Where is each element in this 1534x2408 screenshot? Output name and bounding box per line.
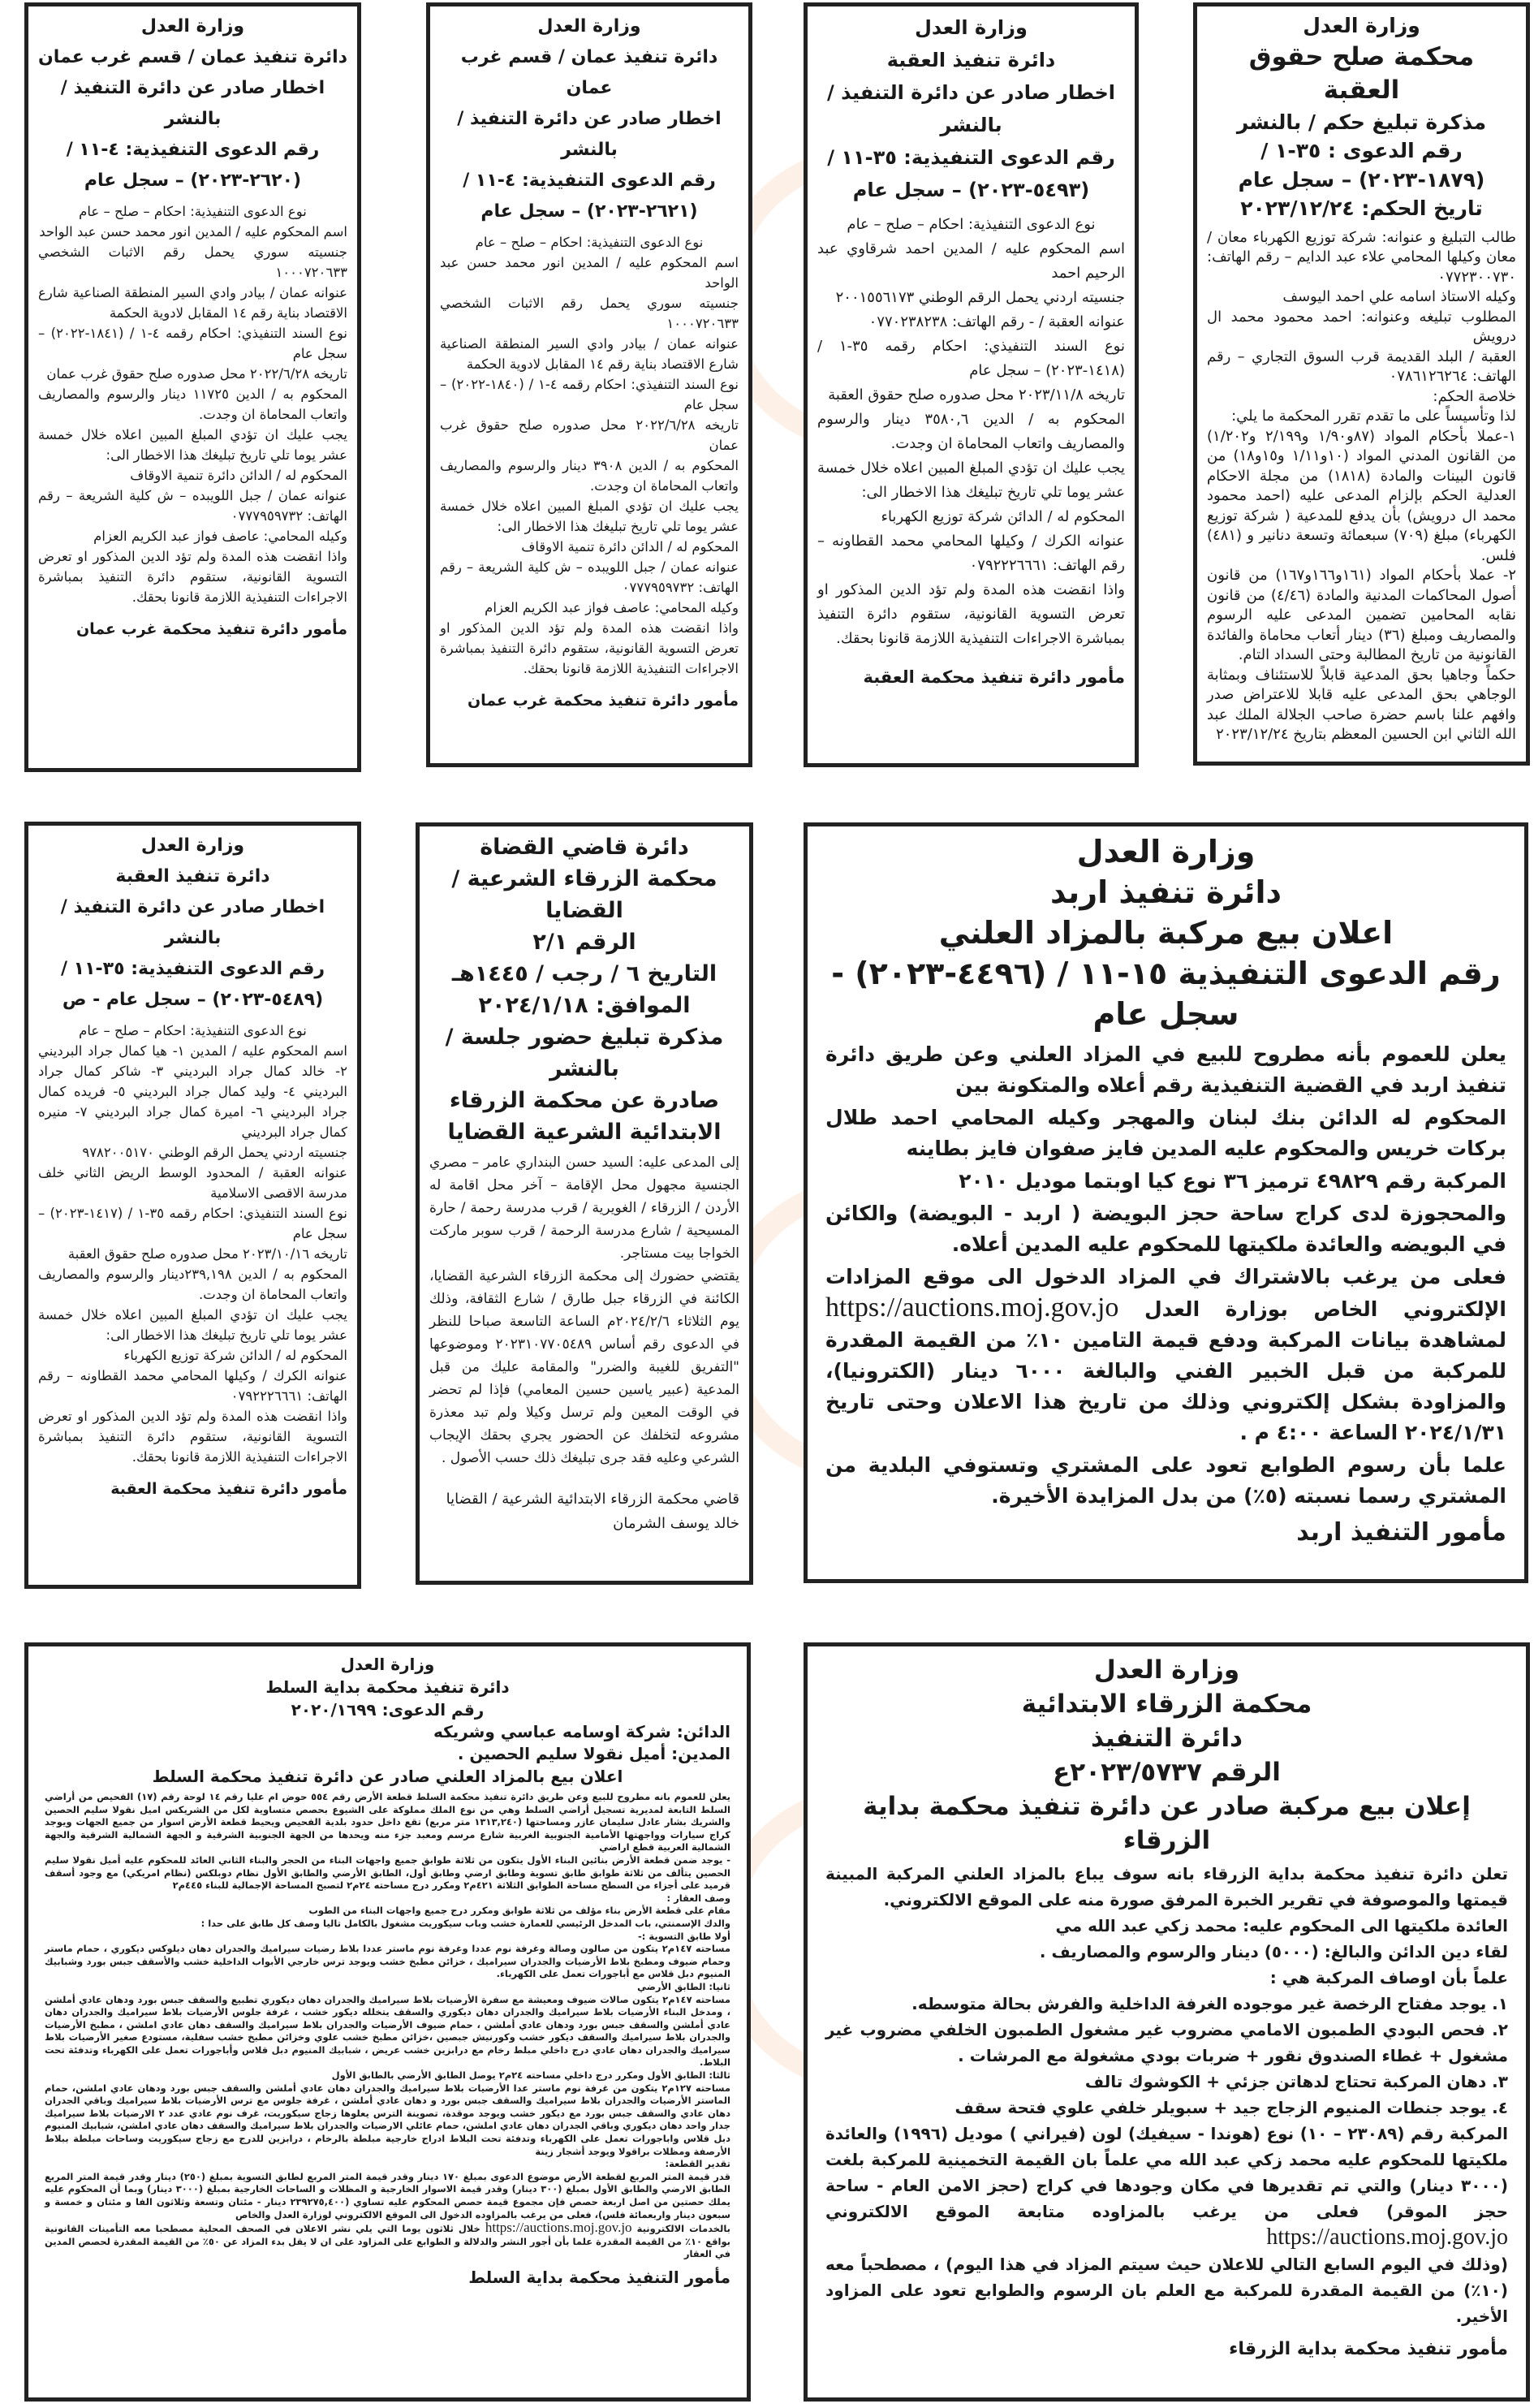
notice-heading: وزارة العدل xyxy=(1076,834,1256,870)
notice-paragraph: واذا انقضت هذه المدة ولم تؤد الدين المذكور او تعرض التسوية القانونية، ستقوم دائرة التنفيذ بمباشرة الاجراءات التنفيذية اللازمة قانونا بحقك. xyxy=(440,620,739,676)
notice-paragraph: مساحته ١٢٧م٢ يتكون من غرفة نوم ماستر عدا الأرضيات بلاط سيراميك والجدران دهان عادي أملشن والسقف جبس بورد ودهان عادي املشن، حمام الماستر الأرضيات والجدران بلاط سيراميك والسقف جبس بورد و دهان عادي أملشن ، غرفة جلوس مع ترس الأرضيات بلاط سيراميك وباقي الجدران دهان عادي والسقف جبس بورد مع ديكور خشب ويوجد موقدة، تصوينة الترس يعلوها زجاج سيكوريت، غرف نوم عادي عدد ٢ الارضيات بلاط سيراميك جدار واحد دهان ديكوري وباقي الجدران دهان عادي املشن، حمام عائلي الارضيات والجدران بلاط سيراميك والسقف دهان عادي املشن، شبابيك المنيوم دبل قلاس واباجورات تعمل على الكهرباء وتدفئة تحت البلاط ادراج خارجية مبلطة بالرخام ، درابزين للدرج مع زجاج سيكوريت وساحات مبلطة ببلاط الأرصفة ومظلات براقولا ويوجد أشجار زينة xyxy=(45,2082,730,2157)
notice-signature: مأمور التنفيذ اربد xyxy=(1296,1518,1506,1547)
notice-heading: إعلان بيع مركبة صادر عن دائرة تنفيذ محكمة بداية الزرقاء xyxy=(863,1792,1471,1855)
vehicle-description-item: ٢. فحص البودي الطمبون الامامي مضروب غير مشغول الطمبون الخلفي مضروب غير مشغول + غطاء الصندوق نقور + ضربات بودي مشغولة مع المرشات . xyxy=(825,2020,1508,2065)
notice-paragraph: ثانيا: الطابق الأرضي xyxy=(637,1980,730,1992)
notice-paragraph: مساحته ١٤٧م٢ يتكون من صالون وصالة وغرفة نوم عددا وغرفة نوم ماستر عددا بلاط رضيات سيراميك والجدران دهان ديلوكس ديكوري ، حمام ماستر وحمام ضيوف ومطبخ بلاط الأرضيات والجدران سيراميك ، خزائن مطبخ خشب ويوجد ترس خارجي الأبواب الداخلية خشب والأسقف جبس بورد وشبابيك المنيوم دبل قلاس مع أباجورات تعمل على الكهرباء. xyxy=(45,1943,730,1980)
notice-paragraph: اسم المحكوم عليه / المدين ١- هيا كمال جراد البرديني ٢- خالد كمال جراد البرديني ٣- شاكر كمال جراد البرديني ٤- وليد كمال جراد البرديني ٥- فريده كمال جراد البرديني ٦- اميرة كمال جراد البرديني ٧- منيره كمال جراد البرديني xyxy=(38,1043,348,1140)
notice-paragraph: يعلن للعموم بانه مطروح للبيع وعن طريق دائرة تنفيذ محكمة السلط قطعة الأرض رقم ٥٥٤ حوض ام عليا رقم ١٤ لوحة رقم (١٧) الفحيص من أراضي السلط التابعة لمديرية تسجيل أراضي السلط وهي من نوع الملك مملوكة على الشيوع بحصص متساوية لكل من الشريكس اميل نقولا سليم الحصين والشريك بشار عادل سليمان عازر ومساحتها (١٣١٣,٢٤٠ متر مربع) تقع داخل حدود بلدية الفحيص ويحيط قطعة الأرض اسوار من جميع الجهات ويوجد كراج سيارات وواجهتها الأمامية الجنوبية الغربية شارع مرسم ومعبد جزء منه ويحدها من الجهة الجنوبية الشرقية و الجهة الشمالية الشرقية والجهة الشمالية العربية قطع اراضي xyxy=(45,1791,731,1853)
notice-paragraph: المحكوم له / الدائن شركة توزيع الكهرباء xyxy=(881,508,1125,525)
notice-paragraph: المطلوب تبليغه وعنوانه: احمد محمود محمد ال درويش xyxy=(1207,308,1516,345)
notice-paragraph: المركبة رقم ٤٩٨٢٩ ترميز ٣٦ نوع كيا اوبتما موديل ٢٠١٠ xyxy=(959,1169,1506,1193)
notice-zarqa-vehicle-sale xyxy=(804,1642,1530,2402)
notice-heading: دائرة قاضي القضاة xyxy=(480,835,689,860)
notice-paragraph: نوع السند التنفيذي: احكام رقمه ٤-١ / (١٨٤٠-٢٠٢٢) – سجل عام xyxy=(440,377,739,412)
notice-paragraph: ثالثا: الطابق الأول ومكرر درج داخلي مساحته ٢٤م٢ يوصل الطابق الأرضي بالطابق الأول xyxy=(331,2069,730,2082)
notice-signature: مأمور دائرة تنفيذ محكمة غرب عمان xyxy=(75,620,347,638)
notice-paragraph: يجب عليك ان تؤدي المبلغ المبين اعلاه خلال خمسة عشر يوما تلي تاريخ تبليغك هذا الاخطار الى: xyxy=(38,1307,347,1343)
notice-heading: اخطار صادر عن دائرة التنفيذ / بالنشر xyxy=(60,78,325,129)
case-number: (٢٦٢٠-٢٠٢٣) – سجل عام xyxy=(84,170,302,191)
notice-paragraph: واذا انقضت هذه المدة ولم تؤد الدين المذكور او تعرض التسوية القانونية، ستقوم دائرة التنفيذ بمباشرة الاجراءات التنفيذية اللازمة قانونا بحقك. xyxy=(38,549,347,605)
notice-paragraph: عنوانه الكرك / وكيلها المحامي محمد القطاونه – رقم الهاتف: ٠٧٩٢٢٢٦٦٦١ xyxy=(817,533,1125,574)
notice-zarqa-sharia-court-summons xyxy=(416,822,753,1585)
notice-west-amman-execution-2621 xyxy=(426,2,752,767)
notice-paragraph: نوع الدعوى التنفيذية: احكام – صلح – عام xyxy=(79,1023,307,1038)
notice-heading: اخطار صادر عن دائرة التنفيذ / بالنشر xyxy=(826,81,1116,136)
gregorian-date: الموافق: ٢٠٢٤/١/١٨ xyxy=(478,993,691,1018)
notice-paragraph: (وذلك في اليوم السابع التالي للاعلان حيث سيتم المزاد في هذا اليوم) ، مصطحباً معه (١٠٪) من القيمة المقدرة للمركبة مع العلم بان الرسوم والطوابع تعود على المزاود الأخير. xyxy=(825,2255,1508,2326)
notice-heading: وزارة العدل xyxy=(1093,1655,1240,1685)
auction-website-link[interactable]: https://auctions.moj.gov.jo xyxy=(1266,2225,1508,2250)
notice-paragraph: - يوجد ضمن قطعة الأرض بنائين البناء الأول يتكون من ثلاثة طوابق جميع واجهات البناء من الحجر والبناء الثاني العائد للمحكوم عليه أميل نقولا سليم الحصين يتألف من ثلاثة طوابق طابق تسوية وطابق ارضي وطابق أول، الطابق الأرضي والطابق الأول نظام دوبلكس (نظام امريكي) مع وجود أسقف قرميد على أجزاء من السطح مساحة الطوابق الثلاثة ٤٢١م٢ ومكرر درج مساحته ٢٤م٢ لتصبح المساحة الإجمالية للبناء ٤٤٥م٢ xyxy=(45,1853,730,1892)
case-number: رقم الدعوى التنفيذية: ٤-١١ / xyxy=(463,170,716,191)
debtor: المدين: أميل نقولا سليم الحصين . xyxy=(457,1744,730,1763)
notice-paragraph: ١-عملا بأحكام المواد (٨٧و١/٩٠ و٢/١٩٩ و١/٢٠٢) من القانون المدني المواد (١٠و١/١١ و١٥و١٨) من قانون البينات والمادة (١٨١٨) من مجلة الاحكام العدلية الحكم بإلزام المدعى عليه (احمد محمود محمد ال درويش) بأن يدفع للمدعية ( شركة توزيع الكهرباء) مبلغ (٧٠٩) سبعمائة وتسعة دنانير و (٤٨١) فلس. xyxy=(1207,427,1516,564)
notice-paragraph: حكماً وجاهيا بحق المدعية قابلاً للاستئناف وبمثابة الوجاهي بحق المدعى عليه قابلا للاعتراض صدر وافهم علنا باسم حضرة صاحب الجلالة الملك عبد الله الثاني ابن الحسين المعظم بتاريخ ٢٠٢٣/١٢/٢٤ xyxy=(1207,666,1516,743)
notice-paragraph: اسم المحكوم عليه / المدين احمد شرقاوي عبد الرحيم احمد xyxy=(817,240,1125,282)
notice-paragraph: يجب عليك ان تؤدي المبلغ المبين اعلاه خلال خمسة عشر يوما تلي تاريخ تبليغك هذا الاخطار الى: xyxy=(440,498,739,534)
notice-heading: اخطار صادر عن دائرة التنفيذ / بالنشر xyxy=(457,109,722,160)
notice-paragraph: جنسيته اردني يحمل الرقم الوطني ٩٧٨٢٠٠٥١٧٠ xyxy=(82,1145,347,1160)
notice-paragraph: يجب عليك ان تؤدي المبلغ المبين اعلاه خلال خمسة عشر يوما تلي تاريخ تبليغك هذا الاخطار الى: xyxy=(38,427,347,463)
notice-heading: صادرة عن محكمة الزرقاء الابتدائية الشرعية القضايا xyxy=(447,1088,722,1145)
notice-heading: مذكرة تبليغ حضور جلسة / بالنشر xyxy=(445,1025,724,1081)
signature-title: قاضي محكمة الزرقاء الابتدائية الشرعية / القضايا xyxy=(446,1491,739,1508)
vehicle-text: المركبة رقم (٢٣٠٨٩ – ١٠) نوع (هوندا - سيفيك) لون (فيراني ) موديل (١٩٩٦) والعائدة ملكيتها للمحكوم عليه محمد زكي عبد الله مي علماً بان القيمة التخمينية للمركبة بلغت (٣٠٠٠ دينار) والتي تم تقديرها في مكان وجودها في كراج (حجز الامن العام - ساحة حجز الموقر) فعلى من يرغب بالمزاوده متابعة الموقع الالكتروني xyxy=(825,2124,1509,2221)
notice-paragraph: عنوانه عمان / جبل اللويبده – ش كلية الشريعة – رقم الهاتف: ٠٧٧٧٩٥٩٧٣٢ xyxy=(440,559,739,595)
notice-paragraph: وصف العقار : xyxy=(666,1892,730,1904)
notice-irbid-vehicle-auction xyxy=(804,822,1528,1583)
case-number: رقم الدعوى التنفيذية: ٣٥-١١ / xyxy=(60,959,325,979)
notice-paragraph: قدر قيمة المتر المربع لقطعة الأرض موضوع الدعوى بمبلغ ١٧٠ دينار وقدر قيمة المتر المربع لطابق التسوية بمبلغ (٢٥٠) دينار وقدر قيمة المتر المربع الطابق الارضي والطابق الأول بمبلغ (٣٠٠ دينار) وقدر قيمة الاسوار الخارجية و المظلات و الساحات الخارجية بمبلغ (٣٠٠٠ دينار) وبما أن المحكوم عليه يملك حصتين من اصل اربعة حصص فإن مجموع قيمة حصص المحكوم عليه تساوي (٢٣٩٢٧٥,٤٠٠ دينار - مئتان وتسعة وثلاثون الفا و مئتان و خمسة و سبعون دينار واربعمائة فلس)، فعلى من يرغب بالمزاوده الدخول الى الموقع الالكتروني لوزارة العدل والخاص xyxy=(45,2170,731,2220)
notice-west-amman-execution-2620 xyxy=(24,2,361,772)
reference-number: الرقم ٢٠٢٣/٥٧٣٧ع xyxy=(1053,1758,1281,1787)
notice-heading: دائرة تنفيذ عمان / قسم غرب عمان xyxy=(460,47,718,98)
auction-website-link[interactable]: https://auctions.moj.gov.jo xyxy=(825,1292,1119,1323)
case-number: رقم الدعوى : ٣٥-١ / (١٨٧٩-٢٠٢٣) – سجل عام xyxy=(1238,139,1485,192)
notice-paragraph: والمحجوزة لدى كراج ساحة حجز البويضة ( اربد - البويضة) والكائن في البويضه والعائدة ملكيتها للمحكوم عليه المدين أعلاه. xyxy=(825,1202,1506,1256)
notice-paragraph: المحكوم به / الدين ٣٥٨٠,٦ دينار والرسوم والمصاريف واتعاب المحاماة ان وجدت. xyxy=(817,411,1125,452)
notice-paragraph: مساحته ١٤٧م٢ يتكون صالات ضيوف ومعيشة مع سفرة الأرضيات بلاط سيراميك والجدران دهان ديكوري تطبيع والسقف جبس بورد ودهان عادي أملشن ، ومدخل البناء الأرضيات بلاط سيراميك والجدران دهان ديكوري والسقف يتخلله ديكور خشب ، غرفة جلوس الأرضيات بلاط سيراميك والجدران دهان عادي أملشن والسقف جبس بورد ودهان عادي أملشن ، حمام ضيوف الأرضيات والجدران بلاط سيراميك والسقف دهان عادي املشن ، مطبخ الأرضيات والجدران بلاط سيراميك والسقف ديكور خشب وكورنيش جبصين ،خزائن مطبخ خشب علوي وخزائن مطبخ خشب سفلية، مستودع صغير الأرضيات بلاط سيراميك والجدران دهان عادي درج داخلي مبلط رخام مع درابزين خشب عريض ، شبابيك المنيوم دبل قلاس وأباجورات تعمل على الكهرباء وتدفئة تحت البلاط. xyxy=(45,1993,730,2069)
notice-paragraph: والدك الإسمنتي، باب المدخل الرئيسي للعمارة خشب وباب سيكوريت مشغول بالكامل تاليا وصف كل طابق على حدا : xyxy=(200,1917,730,1929)
case-number: رقم الدعوى التنفيذية: ٣٥-١١ / xyxy=(827,146,1115,169)
notice-heading: محكمة صلح حقوق العقبة xyxy=(1248,41,1475,105)
signature-name: خالد يوسف الشرمان xyxy=(613,1515,739,1532)
notice-heading: وزارة العدل xyxy=(915,16,1028,39)
notice-heading: دائرة تنفيذ عمان / قسم غرب عمان xyxy=(37,47,347,67)
auction-text: فعلى من يرغب بالاشتراك في المزاد الدخول الى موقع المزادات الإلكتروني الخاص بوزارة العدل xyxy=(825,1265,1506,1321)
notice-heading: اعلان بيع مركبة بالمزاد العلني xyxy=(938,915,1394,951)
notice-heading: وزارة العدل xyxy=(340,1655,435,1674)
notice-paragraph: تاريخه ٢٠٢٢/٦/٢٨ محل صدوره صلح حقوق غرب عمان xyxy=(440,417,739,453)
notice-paragraph: نوع الدعوى التنفيذية: احكام – صلح – عام xyxy=(847,216,1096,233)
notice-heading: محكمة الزرقاء الابتدائية xyxy=(1021,1689,1312,1719)
notice-paragraph: المحكوم به / الدين ٣٩٠٨ دينار والرسوم والمصاريف واتعاب المحاماة ان وجدت. xyxy=(440,458,739,494)
services-text: بالخدمات الالكترونية xyxy=(636,2223,730,2235)
notice-signature: مأمور دائرة تنفيذ محكمة العقبة xyxy=(863,667,1125,687)
notice-signature: مأمور دائرة تنفيذ محكمة العقبة xyxy=(110,1480,347,1498)
notice-paragraph: عنوانه عمان / بيادر وادي السير المنطقة الصناعية شارع الاقتصاد بناية رقم ١٤ المقابل لادوية الحكمة xyxy=(38,285,347,321)
notice-heading: دائرة تنفيذ محكمة بداية السلط xyxy=(265,1677,510,1697)
notice-heading: وزارة العدل xyxy=(537,16,641,37)
case-number: رقم الدعوى: ٢٠٢٠/١٦٩٩ xyxy=(291,1700,485,1720)
notice-subheading: اعلان بيع بالمزاد العلني صادر عن دائرة تنفيذ محكمة السلط xyxy=(152,1767,623,1786)
notice-paragraph: طالب التبليغ و عنوانه: شركة توزيع الكهرباء معان / معان وكيلها المحامي علاء عبد الدايم – رقم الهاتف: ٠٧٧٢٣٠٠٧٣٠ xyxy=(1207,228,1516,286)
notice-paragraph: اسم المحكوم عليه / المدين انور محمد حسن عبد الواحد xyxy=(39,224,347,240)
notice-paragraph: تاريخه ٢٠٢٣/١١/٨ محل صدوره صلح حقوق العقبة xyxy=(828,386,1125,403)
judgment-date: تاريخ الحكم: ٢٠٢٣/١٢/٢٤ xyxy=(1240,196,1483,220)
notice-paragraph: عنوانه العقبة / المحدود الوسط الريض الثاني خلف مدرسة الاقصى الاسلامية xyxy=(38,1165,347,1201)
notice-paragraph: عنوانه عمان / بيادر وادي السير المنطقة الصناعية شارع الاقتصاد بناية رقم ١٤ المقابل لادوية الحكمة xyxy=(440,336,739,372)
case-number: (٥٤٨٩-٢٠٢٣) – سجل عام - ص xyxy=(62,990,324,1010)
notice-paragraph: عنوانه عمان / جبل اللويبده – ش كلية الشريعة – رقم الهاتف: ٠٧٧٧٩٥٩٧٣٢ xyxy=(38,488,347,524)
creditor: الدائن: شركة اوسامه عباسي وشريكه xyxy=(433,1722,730,1741)
notice-paragraph: وكيله المحامي: عاصف فواز عبد الكريم العزام xyxy=(485,600,739,615)
notice-paragraph: المحكوم به / الدين ٢٣٩,١٩٨دينار والرسوم والمصاريف واتعاب المحاماة ان وجدت. xyxy=(38,1267,347,1302)
notice-paragraph: لقاء دين الدائن والبالغ: (٥٠٠٠) دينار والرسوم والمصاريف . xyxy=(1039,1942,1508,1961)
notice-heading: دائرة التنفيذ xyxy=(1091,1724,1243,1753)
notice-paragraph: نوع السند التنفيذي: احكام رقمه ٤-١ / (١٨٤١-٢٠٢٢) – سجل عام xyxy=(38,326,347,361)
notice-signature: مأمور دائرة تنفيذ محكمة غرب عمان xyxy=(467,692,739,710)
notice-paragraph: جنسيته اردني يحمل الرقم الوطني ٢٠٠١٥٥٦١٧٣ xyxy=(835,289,1125,306)
notice-paragraph xyxy=(825,1262,1506,1448)
notice-heading: دائرة تنفيذ العقبة xyxy=(115,866,270,887)
notice-paragraph: تعلن دائرة تنفيذ محكمة بداية الزرقاء بانه سوف يباع بالمزاد العلني المركبة المبينة قيمتها والموصوفة في تقرير الخبرة المرفق صورة منه على الموقع الالكتروني. xyxy=(825,1864,1508,1910)
notice-paragraph: خلاصة الحكم: xyxy=(1433,387,1516,405)
notice-paragraph: وكيله المحامي: عاصف فواز عبد الكريم العزام xyxy=(93,529,347,544)
case-number: (٢٦٢١-٢٠٢٣) – سجل عام xyxy=(480,201,698,222)
notice-paragraph: يعلن للعموم بأنه مطروح للبيع في المزاد العلني وعن طريق دائرة تنفيذ اربد في القضية التنفيذية رقم أعلاه والمتكونة بين xyxy=(825,1042,1506,1097)
reference-number: الرقم ٢/١ xyxy=(532,930,636,955)
notice-paragraph: العائدة ملكيتها الى المحكوم عليه: محمد زكي عبد الله مي xyxy=(1055,1916,1508,1935)
notice-paragraph: جنسيته سوري يحمل رقم الاثبات الشخصي ١٠٠٠٧٢٠٦٣٣ xyxy=(38,244,347,280)
notice-heading: دائرة تنفيذ اربد xyxy=(1049,874,1282,910)
notice-paragraph: علما بأن رسوم الطوابع تعود على المشتري وتستوفي البلدية من المشتري رسما نسبته (٥٪) من بدل المزايدة الأخيرة. xyxy=(825,1453,1506,1508)
notice-paragraph: تقدير القطعة: xyxy=(665,2158,730,2170)
notice-paragraph: العقبة / البلد القديمة قرب السوق التجاري – رقم الهاتف: ٠٧٨٦١٢٦٢٦٤ xyxy=(1207,347,1516,385)
notice-paragraph: واذا انقضت هذه المدة ولم تؤد الدين المذكور او تعرض التسوية القانونية، ستقوم دائرة التنفيذ بمباشرة الاجراءات التنفيذية اللازمة قانونا بحقك. xyxy=(817,581,1125,647)
notice-heading: دائرة تنفيذ العقبة xyxy=(886,49,1056,71)
notice-paragraph: المحكوم له الدائن بنك لبنان والمهجر وكيله المحامي احمد طلال بركات خريس والمحكوم عليه المدين فايز صفوان فايز بطاينه xyxy=(825,1106,1506,1160)
notice-paragraph: جنسيته سوري يحمل رقم الاثبات الشخصي ١٠٠٠٧٢٠٦٣٣ xyxy=(440,296,739,331)
notice-paragraph: إلى المدعى عليه: السيد حسن البنداري عامر – مصري الجنسية مجهول محل الإقامة – آخر محل اقامة له الأردن / الزرقاء / الغويرية / قرب مدرسة رحمة / حارة المسيحية / شارع مدرسة الرحمة / قرب سوبر ماركت الخواجا بيت مستاجر. xyxy=(429,1154,739,1262)
notice-salt-land-auction xyxy=(24,1642,751,2402)
notice-heading: وزارة العدل xyxy=(140,16,245,37)
notice-heading: وزارة العدل xyxy=(140,835,245,856)
notice-heading: مذكرة تبليغ حكم / بالنشر xyxy=(1236,110,1487,134)
notice-paragraph: واذا انقضت هذه المدة ولم تؤد الدين المذكور او تعرض التسوية القانونية، ستقوم دائرة التنفيذ بمباشرة الاجراءات التنفيذية اللازمة قانونا بحقك. xyxy=(38,1409,347,1465)
notice-paragraph: تاريخه ٢٠٢٣/١٠/١٦ محل صدوره صلح حقوق العقبة xyxy=(67,1246,347,1262)
notice-paragraph xyxy=(45,2221,730,2261)
notice-paragraph xyxy=(825,2121,1508,2251)
notice-paragraph: اسم المحكوم عليه / المدين انور محمد حسن عبد الواحد xyxy=(440,255,739,291)
notice-aqaba-execution-5489 xyxy=(24,822,361,1589)
notice-heading: محكمة الزرقاء الشرعية / القضايا xyxy=(451,866,717,923)
vehicle-description-item: ١. يوجد مفتاح الرخصة غير موجوده الغرفة الداخلية والفرش بحالة متوسطه. xyxy=(911,1994,1508,2013)
notice-paragraph: يجب عليك ان تؤدي المبلغ المبين اعلاه خلال خمسة عشر يوما تلي تاريخ تبليغك هذا الاخطار الى: xyxy=(817,460,1125,501)
notice-paragraph: المحكوم به / الدين ١١٧٢٥ دينار والرسوم والمصاريف واتعاب المحاماة ان وجدت. xyxy=(38,386,347,422)
notice-signature: مأمور تنفيذ محكمة بداية الزرقاء xyxy=(1229,2339,1508,2359)
notice-paragraph: علماً بأن اوصاف المركبة هي : xyxy=(1269,1968,1508,1987)
notice-paragraph: نوع الدعوى التنفيذية: احكام – صلح – عام xyxy=(79,204,307,219)
notice-paragraph: وكيله الاستاذ اسامه علي احمد اليوسف xyxy=(1282,288,1516,305)
notice-paragraph: المحكوم له / الدائن شركة توزيع الكهرباء xyxy=(123,1348,347,1363)
case-number: رقم الدعوى التنفيذية ١٥-١١ / (٤٤٩٦-٢٠٢٣) - سجل عام xyxy=(831,956,1501,1032)
vehicle-description-item: ٣. دهان المركبة تحتاج لدهاتن جزئي + الكوشوك تالف xyxy=(1084,2072,1508,2091)
notice-signature: مأمور التنفيذ محكمة بداية السلط xyxy=(468,2267,730,2287)
hijri-date: التاريخ ٦ / رجب / ١٤٤٥هـ xyxy=(451,961,717,986)
case-number: (٥٤٩٣-٢٠٢٣) – سجل عام xyxy=(852,179,1090,201)
notice-paragraph: عنوانه الكرك / وكيلها المحامي محمد القطاونه – رقم الهاتف: ٠٧٩٢٢٢٦٦٦١ xyxy=(38,1368,347,1404)
notice-heading: وزارة العدل xyxy=(1303,14,1420,37)
notice-paragraph: أولا طابق التسوية :- xyxy=(637,1930,730,1942)
auction-website-link[interactable]: https://auctions.moj.gov.jo xyxy=(485,2220,632,2236)
notice-paragraph: المحكوم له / الدائن دائرة تنمية الاوقاف xyxy=(521,539,739,555)
services-text: خلال ثلاثون يوما التي يلي نشر الاعلان في الصحف المحلية مصطحبا معه التأمينات القانونية بواقع ١٠٪ من القيمة المقدرة علما بأن أجور النشر والدلالة و الطوابع على المزاود على ان لا يقل بدء المزاد عن ٥٠٪ من القيمة المقدرة لحصص المدين في العقار xyxy=(45,2223,730,2260)
notice-paragraph: المحكوم له / الدائن دائرة تنمية الاوقاف xyxy=(130,468,347,483)
notice-heading: اخطار صادر عن دائرة التنفيذ / بالنشر xyxy=(60,897,325,948)
notice-paragraph: نوع السند التنفيذي: احكام رقمه ٣٥-١ / (١٤١٧-٢٠٢٣) – سجل عام xyxy=(38,1206,347,1241)
auction-text: لمشاهدة بيانات المركبة ودفع قيمة التامين ١٠٪ من القيمة المقدرة للمركبة من قبل الخبير الفني والبالغة ٦٠٠٠ دينار (الكترونيا)، والمزاودة بشكل إلكتروني وذلك من تاريخ هذا الاعلان وحتى تاريخ ٢٠٢٤/١/٣١ الساعة ٤:٠٠ م . xyxy=(825,1328,1506,1444)
vehicle-description-item: ٤. يوجد جنطات المنيوم الزجاج جيد + سبويلر خلفي علوي فتحة سقف xyxy=(954,2098,1508,2117)
notice-paragraph: لذا وتأسيساً على ما تقدم تقرر المحكمة ما يلي: xyxy=(1231,408,1516,425)
notice-paragraph: يقتضي حضورك إلى محكمة الزرقاء الشرعية القضايا، الكائنة في الزرقاء جبل طارق / شارع الثقافة، وذلك يوم الثلاثاء ٢٠٢٤/٢/٦م الساعة التاسعة صباحا للنظر في الدعوى رقم أساس ٢٠٢٣١٠٧٧٠٥٤٨٩ وموضوعها "التفريق للغيبة والضرر" والمقامة عليك من قبل المدعية (عبير ياسين حسين المعامي) فإذا لم تحضر في الوقت المعين ولم ترسل وكيلا ولم تبد معذرة مشروعه لتخلفك عن الحضور يجري بحقك الإيجاب الشرعي وعليه فقد جرى تبليغك ذلك حسب الأصول . xyxy=(429,1268,739,1466)
notice-paragraph: نوع الدعوى التنفيذية: احكام – صلح – عام xyxy=(475,235,704,250)
notice-aqaba-court-judgment xyxy=(1193,2,1530,766)
notice-paragraph: عنوانه العقبة / - رقم الهاتف: ٠٧٧٠٢٣٨٢٣٨ xyxy=(868,313,1125,330)
notice-paragraph: تاريخه ٢٠٢٢/٦/٢٨ محل صدوره صلح حقوق غرب عمان xyxy=(46,366,347,382)
notice-paragraph: ٢- عملا بأحكام المواد (١٦١و١٦٦و١٦٧) من قانون أصول المحاكمات المدنية والمادة (٤/٤٦) من قانون نقابه المحامين تضمين المدعى عليه الرسوم والمصاريف ومبلغ (٣٦) دينار أتعاب محاماة والفائدة القانونية من تاريخ المطالبة وحتى السداد التام. xyxy=(1207,567,1516,663)
notice-aqaba-execution-5493 xyxy=(804,2,1139,767)
notice-paragraph: مقام على قطعة الأرض بناء مؤلف من ثلاثة طوابق ومكرر درج جميع واجهات البناء من الطوب xyxy=(308,1905,730,1917)
case-number: رقم الدعوى التنفيذية: ٤-١١ / xyxy=(66,140,320,160)
notice-paragraph: نوع السند التنفيذي: احكام رقمه ٣٥-١ / (١٤١٨-٢٠٢٣) – سجل عام xyxy=(817,338,1125,379)
